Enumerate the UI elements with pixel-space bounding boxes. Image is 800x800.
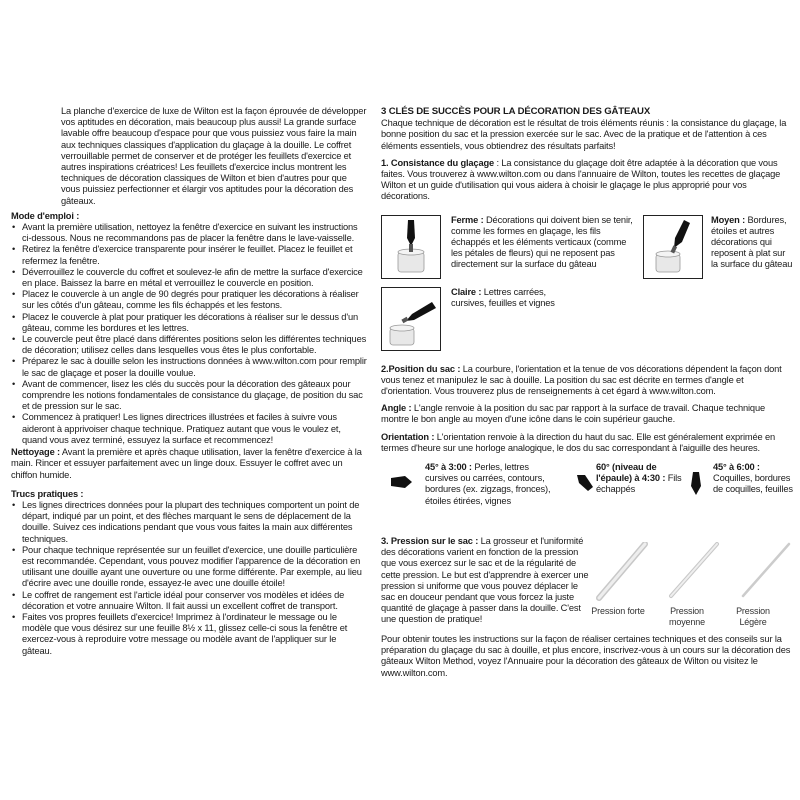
piping-bag-tilted-icon: [382, 288, 440, 350]
orient-3-label: 45° à 3:00 :: [425, 462, 472, 473]
list-item: • Avant de commencer, lisez les clés du succès pour la décoration des gâteaux pour comprendre les notions fondamentales de consistance du glaçage, de position du sac et de pression sur le sac.: [11, 379, 368, 413]
ferme-description: Décorations qui doivent bien se tenir, comme les formes en glaçage, les fils échappés et les éléments verticaux (comme les pétales de fleurs) qui ne reposent pas directement sur la surface du gâteau: [451, 214, 633, 270]
orientation-text: L'orientation renvoie à la direction du haut du sac. Elle est généralement exprimée en termes d'heure sur une horloge analogique, le dos du sac correspondant à l'aiguille des heures.: [381, 431, 776, 453]
moyen-description: Bordures, étoiles et autres décorations qui reposent à plat sur la surface du gâteau: [711, 214, 793, 270]
list-item: • Commencez à pratiquer! Les lignes directrices illustrées et faciles à suivre vous aideront à apprivoiser chaque technique. Pratiquez autant que vous le voulez et, quand vous avez terminé, essuyez la surface et recommencez!: [11, 412, 368, 446]
list-item: • Les lignes directrices données pour la plupart des techniques comportent un point de départ, indiqué par un point, et des flèches marquant le sens de déplacement de la douille. Suivez ces indications pendant que vous vous faites la main aux différentes techniques.: [11, 500, 368, 545]
claire-icon-box: [381, 287, 441, 351]
position-text: La courbure, l'orientation et la tenue de vos décorations dépendent la façon dont vous tenez et manipulez le sac à douille. La position du sac est décrite en termes d'angle et d'orientation. Vous trouverez plus de renseignements à cet égard à www.wilton.com.: [381, 363, 782, 397]
list-item: • Pour chaque technique représentée sur un feuillet d'exercice, une douille particulière est recommandée. Cependant, vous pouvez modifier l'apparence de la décoration en utilisant une douille ayant une ouverture ou une forme différente. Par exemple, au lieu d'écrire avec une douille ronde, essayez-le avec une douille étoile!: [11, 545, 368, 590]
orientation-heading: Orientation :: [381, 431, 435, 442]
ferme-label: Ferme :: [451, 214, 484, 225]
section-title: 3 CLÉS DE SUCCÈS POUR LA DÉCORATION DES GÂTEAUX: [381, 106, 651, 117]
orient-430-description: Fils échappés: [596, 473, 682, 495]
moyen-text: [711, 215, 793, 271]
mode-emploi-heading: Mode d'emploi :: [11, 210, 80, 221]
pression-text: La grosseur et l'uniformité des décorations varient en fonction de la pression que vous exercez sur le sac et de la régularité de cette pression. Le but est d'apprendre à exercer une pression si uniforme que vous pouvez déplacer le sac en douceur pendant que vous forcez la juste quantité de glaçage à passer dans la douille. C'est une question de pratique!: [381, 536, 589, 625]
orient-3-description: Perles, lettres cursives ou carrées, contours, bordures (ex. zigzags, fronces), étoiles étirées, vignes: [425, 462, 551, 506]
orient-430-label: 60° (niveau de l'épaule) à 4:30 :: [596, 462, 666, 484]
consistance-figures: [381, 211, 791, 358]
piping-tip-430-icon: [576, 474, 594, 492]
pressure-strokes-illustration: [595, 542, 795, 602]
piping-tip-3oclock-icon: [391, 475, 413, 489]
trucs-list: [11, 500, 368, 657]
orient-6-description: Coquilles, bordures de coquilles, feuilles: [713, 473, 793, 495]
piping-bag-vertical-icon: [382, 216, 440, 278]
pression-paragraph: [381, 536, 589, 626]
pression-moyenne-label: Pression moyenne: [669, 606, 705, 627]
orient-3-text: [425, 462, 555, 507]
angle-text: L'angle renvoie à la position du sac par rapport à la surface de travail. Chaque technique montre le bon angle au moyen d'une icône dans le coin supérieur gauche.: [381, 403, 765, 425]
right-column: [381, 106, 791, 679]
piping-bag-angled-icon: [644, 216, 702, 278]
pression-section: [381, 536, 791, 634]
orient-6-label: 45° à 6:00 :: [713, 462, 760, 473]
list-item: • Avant la première utilisation, nettoyez la fenêtre d'exercice en suivant les instructions ci-dessous. Nous ne recommandons pas de placer la fenêtre dans le lave-vaisselle.: [11, 222, 368, 244]
orientation-figures: [381, 462, 791, 526]
list-item: • Le couvercle peut être placé dans différentes positions selon les différentes techniques de décoration; utilisez celles dans lesquelles vous êtes le plus confortable.: [11, 334, 368, 356]
consistance-heading: 1. Consistance du glaçage: [381, 157, 495, 168]
mode-emploi-list: [11, 222, 368, 446]
claire-label: Claire :: [451, 286, 482, 297]
claire-text: [451, 287, 561, 309]
piping-tip-6oclock-icon: [690, 472, 702, 496]
ferme-icon-box: [381, 215, 441, 279]
pression-forte-label: Pression forte: [591, 606, 645, 617]
nettoyage-heading: Nettoyage :: [11, 447, 60, 458]
moyen-label: Moyen :: [711, 214, 746, 225]
list-item: • Faites vos propres feuillets d'exercice! Imprimez à l'ordinateur le message ou le modèle que vous désirez sur une feuille 8½ x 11, glissez celle-ci sous la fenêtre et exercez-vous à reproduire votre message ou modèle avant de l'appliquer sur le gâteau.: [11, 612, 368, 657]
nettoyage-paragraph: [11, 447, 368, 481]
moyen-icon-box: [643, 215, 703, 279]
pression-legere-label: Pression Légère: [736, 606, 770, 627]
list-item: • Retirez la fenêtre d'exercice transparente pour insérer le feuillet. Placez le feuillet et refermez la fenêtre.: [11, 244, 368, 266]
orient-6-text: [713, 462, 793, 496]
consistance-paragraph: [381, 158, 791, 203]
nettoyage-text: Avant la première et après chaque utilisation, laver la fenêtre d'exercice à la main. Rincer et essuyer parfaitement avec un linge doux. Essuyer le coffret avec un chiffon humide.: [11, 447, 362, 480]
claire-description: Lettres carrées, cursives, feuilles et vignes: [451, 286, 555, 308]
list-item: • Préparez le sac à douille selon les instructions données à www.wilton.com pour remplir le sac de glaçage et poser la douille voulue.: [11, 356, 368, 378]
left-column: [11, 106, 368, 657]
right-intro: Chaque technique de décoration est le résultat de trois éléments réunis : la consistance du glaçage, la bonne position du sac et la pression exercée sur le sac. Avec de la pratique et de l'attention à ces éléments essentiels, vous obtiendrez des résultats parfaits!: [381, 118, 787, 151]
consistance-text: : La consistance du glaçage doit être adaptée à la décoration que vous faites. Vous trouverez à www.wilton.com ou dans l'annuaire de Wilton, toutes les recettes de glaçage Wilton et un guide d'utilisation qui vous aidera à choisir le glaçage le plus approprié pour vos décorations.: [381, 157, 781, 202]
ferme-text: [451, 215, 637, 271]
position-paragraph: [381, 364, 791, 398]
list-item: • Placez le couvercle à plat pour pratiquer les décorations à réaliser sur le dessus d'un gâteau, comme les bordures et les lettres.: [11, 312, 368, 334]
list-item: • Déverrouillez le couvercle du coffret et soulevez-le afin de mettre la surface d'exercice en place. Baissez la barre en métal et verrouillez le couvercle en position.: [11, 267, 368, 289]
orientation-paragraph: [381, 432, 791, 454]
angle-heading: Angle :: [381, 403, 412, 414]
list-item: • Placez le couvercle à un angle de 90 degrés pour pratiquer les décorations à réaliser sur les côtés d'un gâteau, comme les fils échappés et les festons.: [11, 289, 368, 311]
orient-430-text: [596, 462, 686, 496]
trucs-heading: Trucs pratiques :: [11, 488, 84, 499]
position-heading: 2.Position du sac :: [381, 363, 461, 374]
pression-heading: 3. Pression sur le sac :: [381, 536, 479, 547]
angle-paragraph: [381, 403, 791, 425]
outro-paragraph: Pour obtenir toutes les instructions sur la façon de réaliser certaines techniques et des conseils sur la préparation du glaçage du sac à douille, et plus encore, inscrivez-vous à un cours sur la décoration des gâteaux Wilton Method, voyez l'Annuaire pour la décoration des gâteaux de Wilton ou visitez le www.wilton.com.: [381, 634, 791, 678]
list-item: • Le coffret de rangement est l'article idéal pour conserver vos modèles et idées de décoration et votre annuaire Wilton. Il fait aussi un excellent coffret de transport.: [11, 590, 368, 612]
intro-paragraph: La planche d'exercice de luxe de Wilton est la façon éprouvée de développer vos aptitudes en décoration, mais beaucoup plus aussi! La grande surface lavable offre beaucoup d'espace pour que vous puissiez vous faire la main aux techniques classiques d'application du glaçage à la douille. Le coffret verrouillable permet de conserver et de protéger les feuillets d'exercice et autres inspirations créatrices! Les feuillets d'exercice inclus montrent les techniques de décoration classiques de Wilton et bien d'autres pour que vous puissiez perfectionner et élargir vos aptitudes pour la décoration des gâteaux.: [61, 106, 367, 206]
